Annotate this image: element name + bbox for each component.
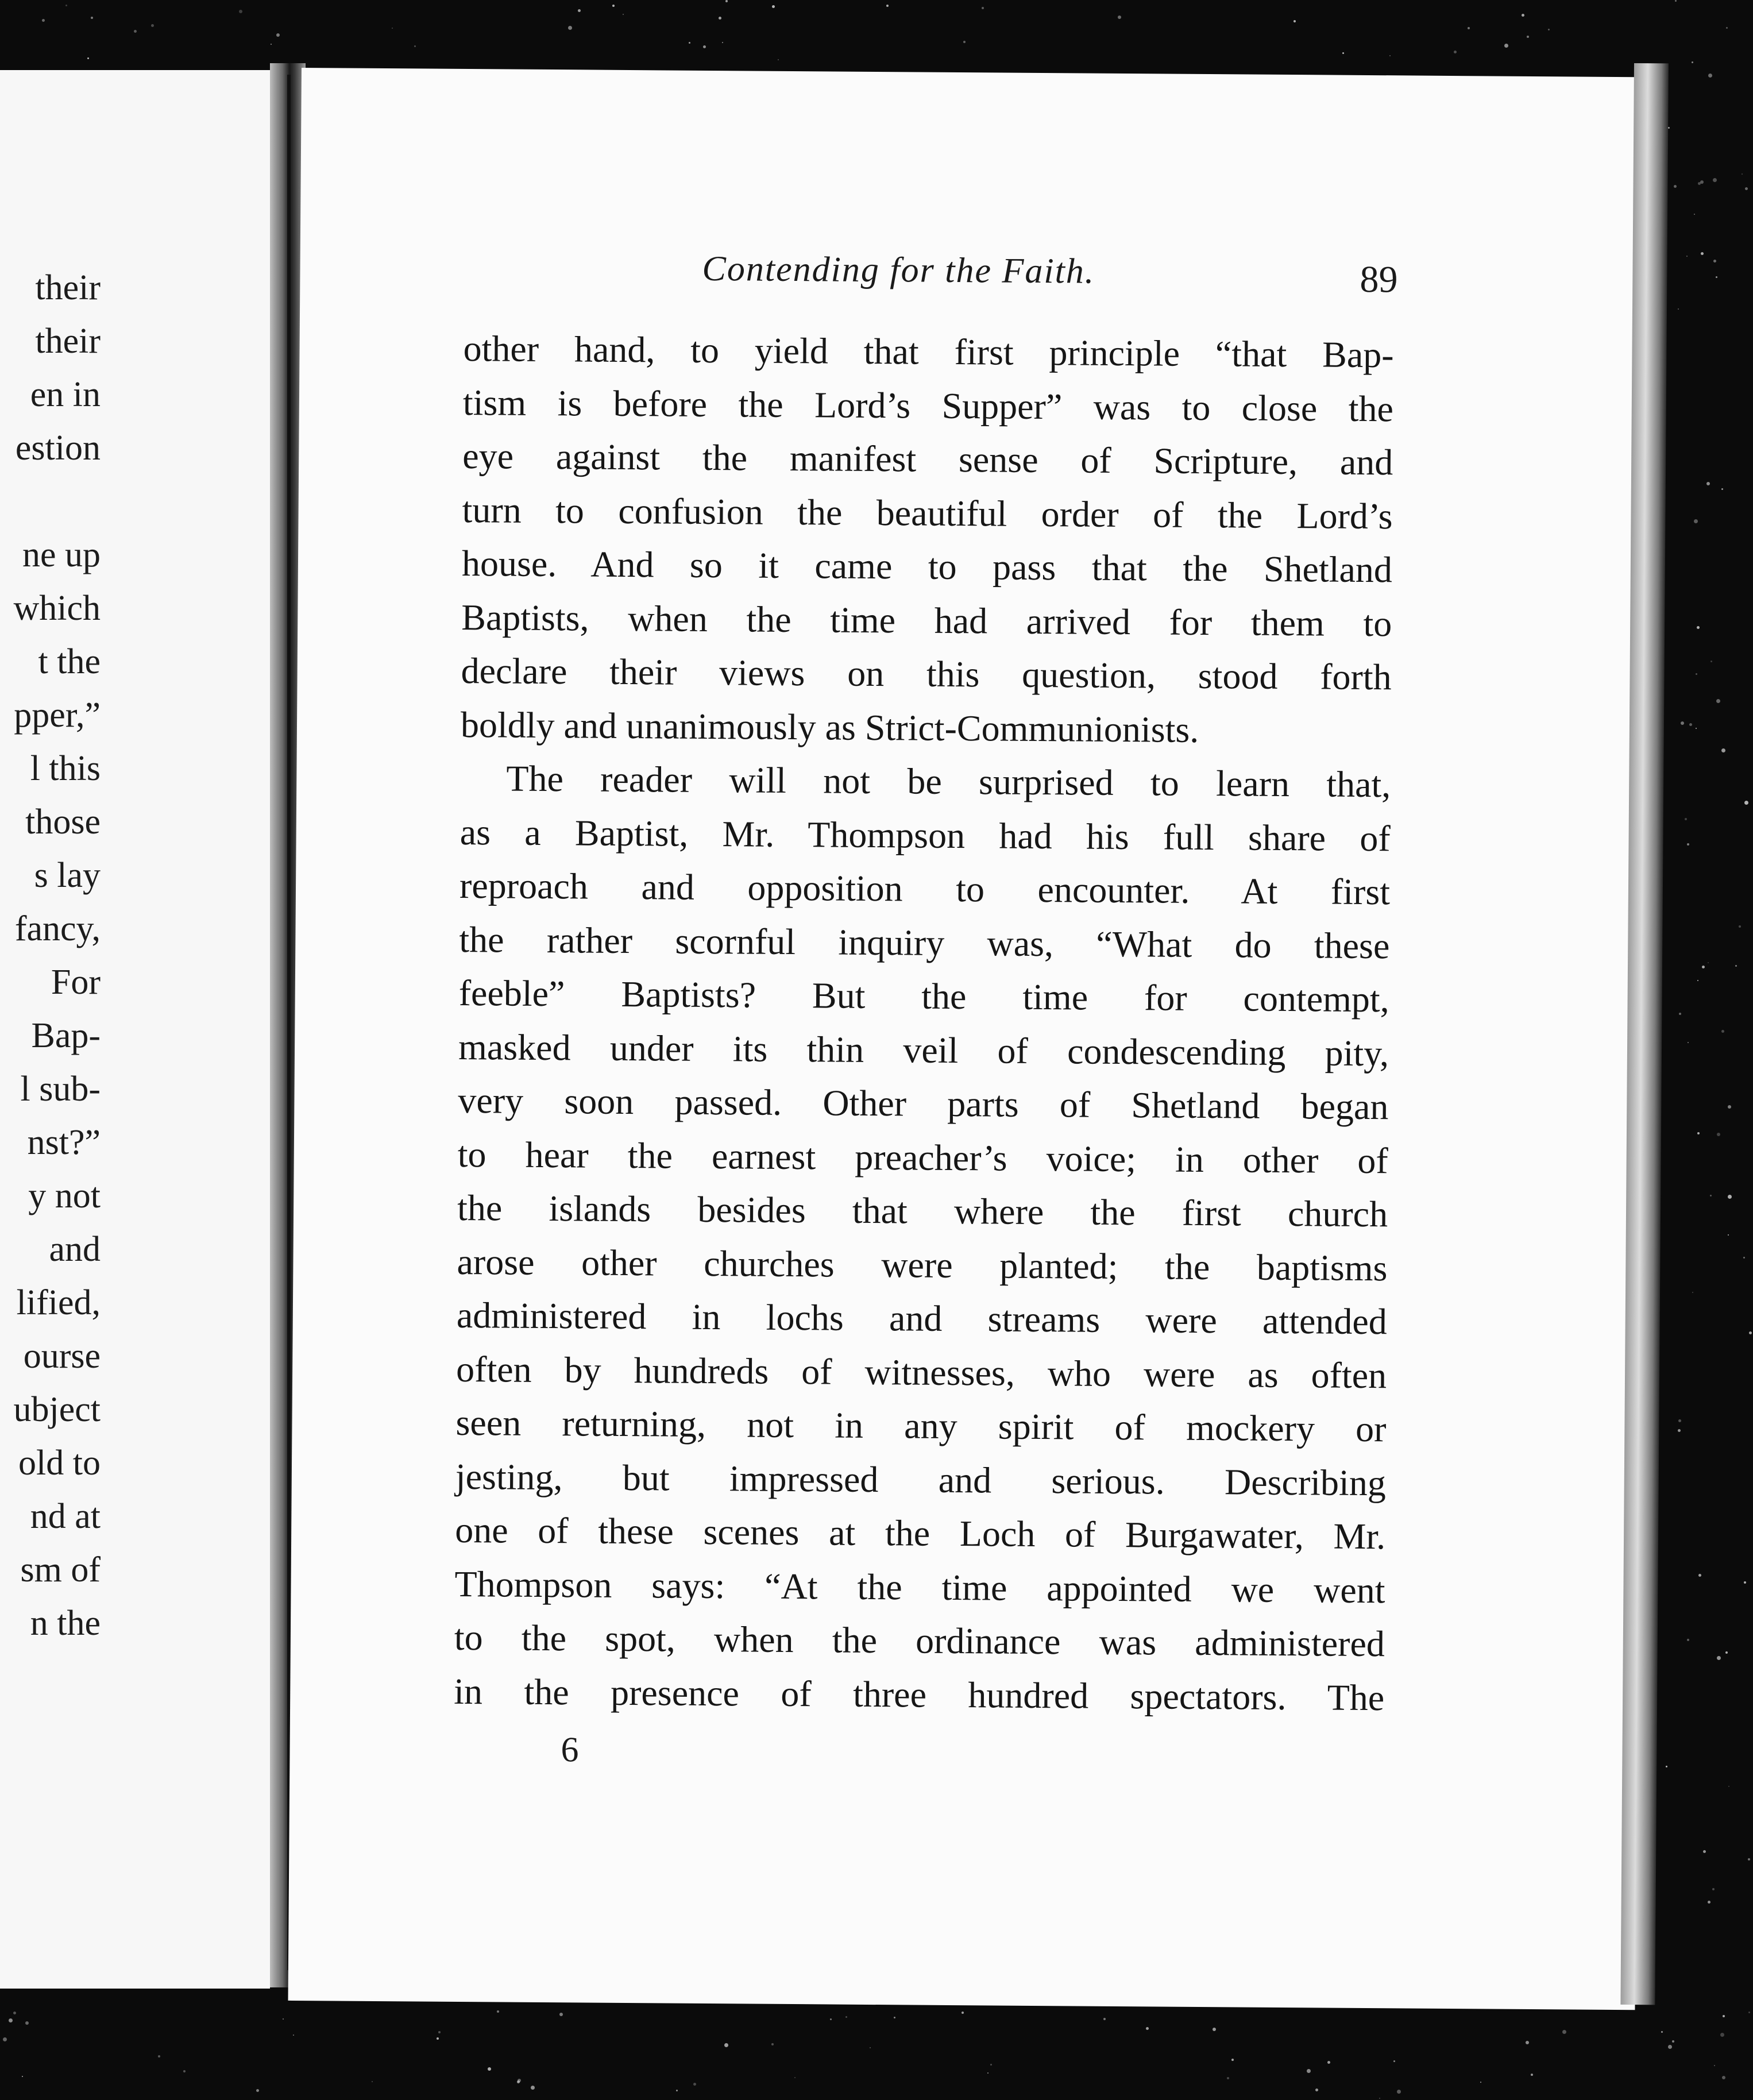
right-page <box>288 68 1648 2010</box>
left-page-text-fragment: l this <box>30 749 101 788</box>
text-line: seen returning, not in any spirit of mockery or <box>455 1402 1387 1450</box>
left-page-text-fragment: en in <box>30 375 101 414</box>
scan-speck <box>1739 925 1741 928</box>
scan-speck <box>1735 965 1737 967</box>
scan-speck <box>1342 52 1344 54</box>
scan-speck <box>1710 661 1712 662</box>
left-facing-page <box>0 70 270 1989</box>
text-line: eye against the manifest sense of Scripture, and <box>462 435 1393 483</box>
scan-speck <box>87 57 89 59</box>
scan-speck <box>1678 1419 1681 1422</box>
scan-speck <box>1745 187 1748 190</box>
left-page-text-fragment: ourse <box>23 1337 101 1376</box>
scan-speck <box>982 7 984 9</box>
scan-speck <box>1103 2018 1106 2020</box>
scan-speck <box>1716 276 1717 278</box>
text-line: The reader will not be surprised to learn that, <box>506 758 1391 805</box>
scan-speck <box>1686 256 1688 257</box>
text-line: often by hundreds of witnesses, who were as often <box>455 1348 1387 1396</box>
scan-speck <box>794 2077 796 2078</box>
scan-speck <box>1723 2015 1725 2017</box>
scan-speck <box>1697 980 1698 981</box>
scan-speck <box>283 2018 284 2020</box>
text-line: arose other churches were planted; the baptisms <box>457 1241 1388 1288</box>
left-page-text-fragment: estion <box>15 429 101 468</box>
scan-speck <box>1454 51 1457 53</box>
left-page-text-fragment: fancy, <box>14 909 101 948</box>
scan-speck <box>1504 44 1508 48</box>
scan-speck <box>1307 2069 1311 2073</box>
scan-speck <box>1696 673 1697 675</box>
scan-speck <box>1720 2033 1724 2037</box>
scan-speck <box>13 2012 16 2014</box>
scan-speck <box>1668 2045 1672 2049</box>
scan-speck <box>1315 2089 1318 2091</box>
text-line: tism is before the Lord’s Supper” was to close the <box>462 381 1394 429</box>
scan-speck <box>1701 252 1704 255</box>
scan-speck <box>693 2083 696 2086</box>
scan-speck <box>151 24 154 27</box>
scan-speck <box>1685 818 1687 820</box>
scan-speck <box>1721 1030 1724 1033</box>
scan-speck <box>271 44 272 45</box>
scan-speck <box>1681 721 1684 725</box>
scan-speck <box>689 42 690 44</box>
scan-speck <box>1674 185 1677 188</box>
scan-speck <box>158 2055 160 2057</box>
text-line: Baptists, when the time had arrived for them to <box>461 596 1392 644</box>
text-line: one of these scenes at the Loch of Burgawater, Mr. <box>454 1509 1386 1557</box>
scan-speck <box>963 41 966 43</box>
scan-speck <box>517 2080 520 2083</box>
scan-speck <box>886 5 889 7</box>
scan-speck <box>1708 74 1712 78</box>
scan-speck <box>987 2072 989 2074</box>
scan-speck <box>830 2018 832 2020</box>
scan-speck <box>438 2031 441 2033</box>
scan-speck <box>1714 2065 1715 2066</box>
left-page-text-fragment: lified, <box>16 1283 101 1322</box>
scan-speck <box>1688 1042 1689 1043</box>
scan-speck <box>568 26 572 30</box>
scan-speck <box>559 2013 563 2016</box>
scan-speck <box>1694 519 1698 523</box>
scan-speck <box>1531 2074 1533 2076</box>
scan-speck <box>1706 482 1710 485</box>
scan-speck <box>1742 173 1743 175</box>
scan-speck <box>1728 1105 1731 1109</box>
scan-speck <box>1744 1581 1746 1584</box>
text-line: the islands besides that where the first church <box>457 1187 1388 1235</box>
scan-speck <box>722 42 723 43</box>
scan-speck <box>623 14 624 15</box>
scan-speck <box>3 2037 7 2041</box>
scan-speck <box>1698 182 1701 185</box>
scan-speck <box>293 2035 294 2036</box>
scan-speck <box>1672 2040 1674 2043</box>
scan-speck <box>1721 748 1725 752</box>
page-number: 89 <box>1360 258 1398 301</box>
text-line: administered in lochs and streams were attended <box>456 1294 1388 1342</box>
scan-speck <box>1668 127 1670 129</box>
scan-speck <box>703 45 706 48</box>
text-line: declare their views on this question, stood forth <box>461 650 1392 698</box>
scan-speck <box>1725 1651 1728 1654</box>
scan-speck <box>725 0 728 2</box>
scan-speck <box>578 9 581 12</box>
scan-speck <box>894 2017 895 2018</box>
text-line: house. And so it came to pass that the Shetland <box>461 542 1393 590</box>
scan-speck <box>1327 2061 1330 2064</box>
scan-speck <box>1708 1901 1710 1904</box>
left-page-text-fragment: ne up <box>22 535 101 574</box>
scan-speck <box>25 2021 29 2025</box>
scan-speck <box>1679 1013 1681 1015</box>
scan-speck <box>437 2037 439 2040</box>
scan-speck <box>1703 1850 1706 1853</box>
scan-speck <box>1393 2060 1395 2062</box>
scan-speck <box>1692 1292 1693 1293</box>
scan-speck <box>778 59 779 60</box>
scan-speck <box>134 30 137 33</box>
scan-speck <box>9 2018 13 2022</box>
scan-speck <box>1702 966 1705 968</box>
left-page-text-fragment: Bap- <box>31 1016 101 1055</box>
scan-speck <box>1748 1858 1750 1860</box>
left-page-text-fragment: which <box>13 589 101 628</box>
text-line: reproach and opposition to encounter. At first <box>459 864 1391 913</box>
scan-speck <box>1379 2098 1380 2099</box>
left-page-text-fragment: nd at <box>30 1497 101 1536</box>
scan-speck <box>1717 1133 1720 1136</box>
scan-speck <box>392 28 393 29</box>
scan-speck <box>65 5 67 6</box>
left-page-text-fragment: their <box>35 322 101 361</box>
scan-speck <box>42 19 45 22</box>
scan-speck <box>1480 2082 1481 2083</box>
text-line: the rather scornful inquiry was, “What do these <box>459 918 1390 966</box>
scan-speck <box>612 5 615 7</box>
left-page-text-fragment: old to <box>18 1443 101 1483</box>
scan-speck <box>1661 2031 1663 2033</box>
scan-speck <box>870 2047 871 2048</box>
scan-speck <box>1146 2027 1149 2030</box>
text-line: to hear the earnest preacher’s voice; in other of <box>457 1133 1389 1181</box>
scan-speck <box>1712 1888 1715 1890</box>
scan-speck <box>1717 1656 1721 1660</box>
scan-speck <box>1227 2077 1229 2079</box>
scan-speck <box>1231 2059 1234 2061</box>
scan-speck <box>1743 1257 1745 1259</box>
scan-speck <box>1749 1331 1752 1334</box>
scan-speck <box>1726 27 1728 29</box>
scan-speck <box>1666 1766 1667 1767</box>
scan-speck <box>1213 2028 1216 2031</box>
left-page-text-fragment: s lay <box>34 856 101 895</box>
scan-speck <box>1696 728 1697 729</box>
left-page-text-fragment: ubject <box>13 1390 101 1429</box>
scan-speck <box>1522 14 1524 17</box>
scan-speck <box>22 2076 23 2077</box>
scan-speck <box>771 2043 774 2045</box>
scan-speck <box>1293 20 1296 22</box>
scan-speck <box>1708 962 1709 963</box>
text-line: other hand, to yield that first principle “that Bap- <box>463 327 1394 376</box>
scan-speck <box>719 17 721 20</box>
left-page-text-fragment: For <box>51 963 101 1002</box>
text-line: very soon passed. Other parts of Shetland began <box>458 1079 1389 1128</box>
scan-speck <box>1675 0 1677 2</box>
scan-speck <box>1468 27 1470 29</box>
left-page-text-fragment: those <box>25 802 101 841</box>
body-text <box>454 322 1394 1724</box>
scan-speck <box>845 2016 847 2018</box>
signature-mark: 6 <box>561 1730 579 1770</box>
scan-speck <box>183 2070 186 2072</box>
scan-speck <box>1678 1429 1681 1432</box>
scan-speck <box>1697 1132 1700 1134</box>
scan-speck <box>1397 2090 1401 2094</box>
scan-speck <box>1687 1639 1689 1641</box>
scan-speck <box>1728 1234 1729 1236</box>
text-line: as a Baptist, Mr. Thompson had his full share of <box>460 811 1391 859</box>
text-line: turn to confusion the beautiful order of the Lord’s <box>462 489 1393 536</box>
scan-speck <box>1678 308 1679 310</box>
scan-speck <box>1526 2041 1529 2044</box>
scan-speck <box>1698 1574 1701 1577</box>
text-line: Thompson says: “At the time appointed we went <box>454 1563 1385 1611</box>
left-page-text-fragment: l sub- <box>20 1070 101 1109</box>
scan-speck <box>1721 488 1723 490</box>
scan-speck <box>1687 843 1689 846</box>
text-line: jesting, but impressed and serious. Describing <box>455 1456 1387 1503</box>
scan-speck <box>1548 29 1550 30</box>
scan-speck <box>1527 36 1529 38</box>
scan-speck <box>962 2012 964 2014</box>
text-line: feeble” Baptists? But the time for contempt, <box>458 972 1389 1020</box>
scan-speck <box>239 10 242 13</box>
left-page-text-fragment: nst?” <box>27 1123 101 1162</box>
left-page-text-fragment: t the <box>38 642 101 681</box>
scan-speck <box>91 17 93 19</box>
scan-speck <box>1694 214 1695 215</box>
scan-speck <box>1710 1195 1712 1196</box>
left-page-text-fragment: y not <box>28 1176 101 1215</box>
scan-speck <box>414 45 416 47</box>
scan-speck <box>1697 626 1700 629</box>
text-line: in the presence of three hundred spectators. The <box>454 1670 1385 1718</box>
scan-speck <box>372 2081 373 2082</box>
scan-speck <box>772 5 775 8</box>
scan-speck <box>990 2064 992 2066</box>
scan-speck <box>1728 1786 1729 1787</box>
text-line: masked under its thin veil of condescending pity, <box>458 1026 1389 1074</box>
text-line: boldly and unanimously as Strict-Communionists. <box>460 704 1199 750</box>
scan-speck <box>1744 801 1748 805</box>
scan-speck <box>488 2067 491 2071</box>
left-page-text-fragment: and <box>49 1230 101 1269</box>
scan-speck <box>497 2010 499 2013</box>
scan-speck <box>531 2086 535 2090</box>
scan-speck <box>1716 699 1720 703</box>
scan-speck <box>1728 1195 1732 1199</box>
left-page-text-fragment: n the <box>30 1604 101 1643</box>
scan-speck <box>1722 2076 1725 2079</box>
scan-speck <box>1692 61 1693 63</box>
left-page-text-fragment: pper,” <box>14 696 101 735</box>
text-line: to the spot, when the ordinance was administered <box>454 1616 1385 1665</box>
scan-speck <box>1118 16 1121 19</box>
scan-speck <box>1689 723 1692 726</box>
scan-speck <box>724 2043 728 2047</box>
scan-speck <box>676 2090 678 2091</box>
left-page-text-fragment: their <box>35 268 101 307</box>
scan-speck <box>256 2089 259 2092</box>
scan-speck <box>1562 2030 1566 2034</box>
scan-speck <box>1713 260 1716 262</box>
scan-speck <box>1713 178 1717 182</box>
left-page-text-fragment: sm of <box>20 1550 101 1589</box>
scan-speck <box>1748 2012 1750 2013</box>
scan-speck <box>276 33 280 37</box>
running-head: Contending for the Faith. <box>702 249 1095 291</box>
scan-speck <box>1389 55 1391 56</box>
